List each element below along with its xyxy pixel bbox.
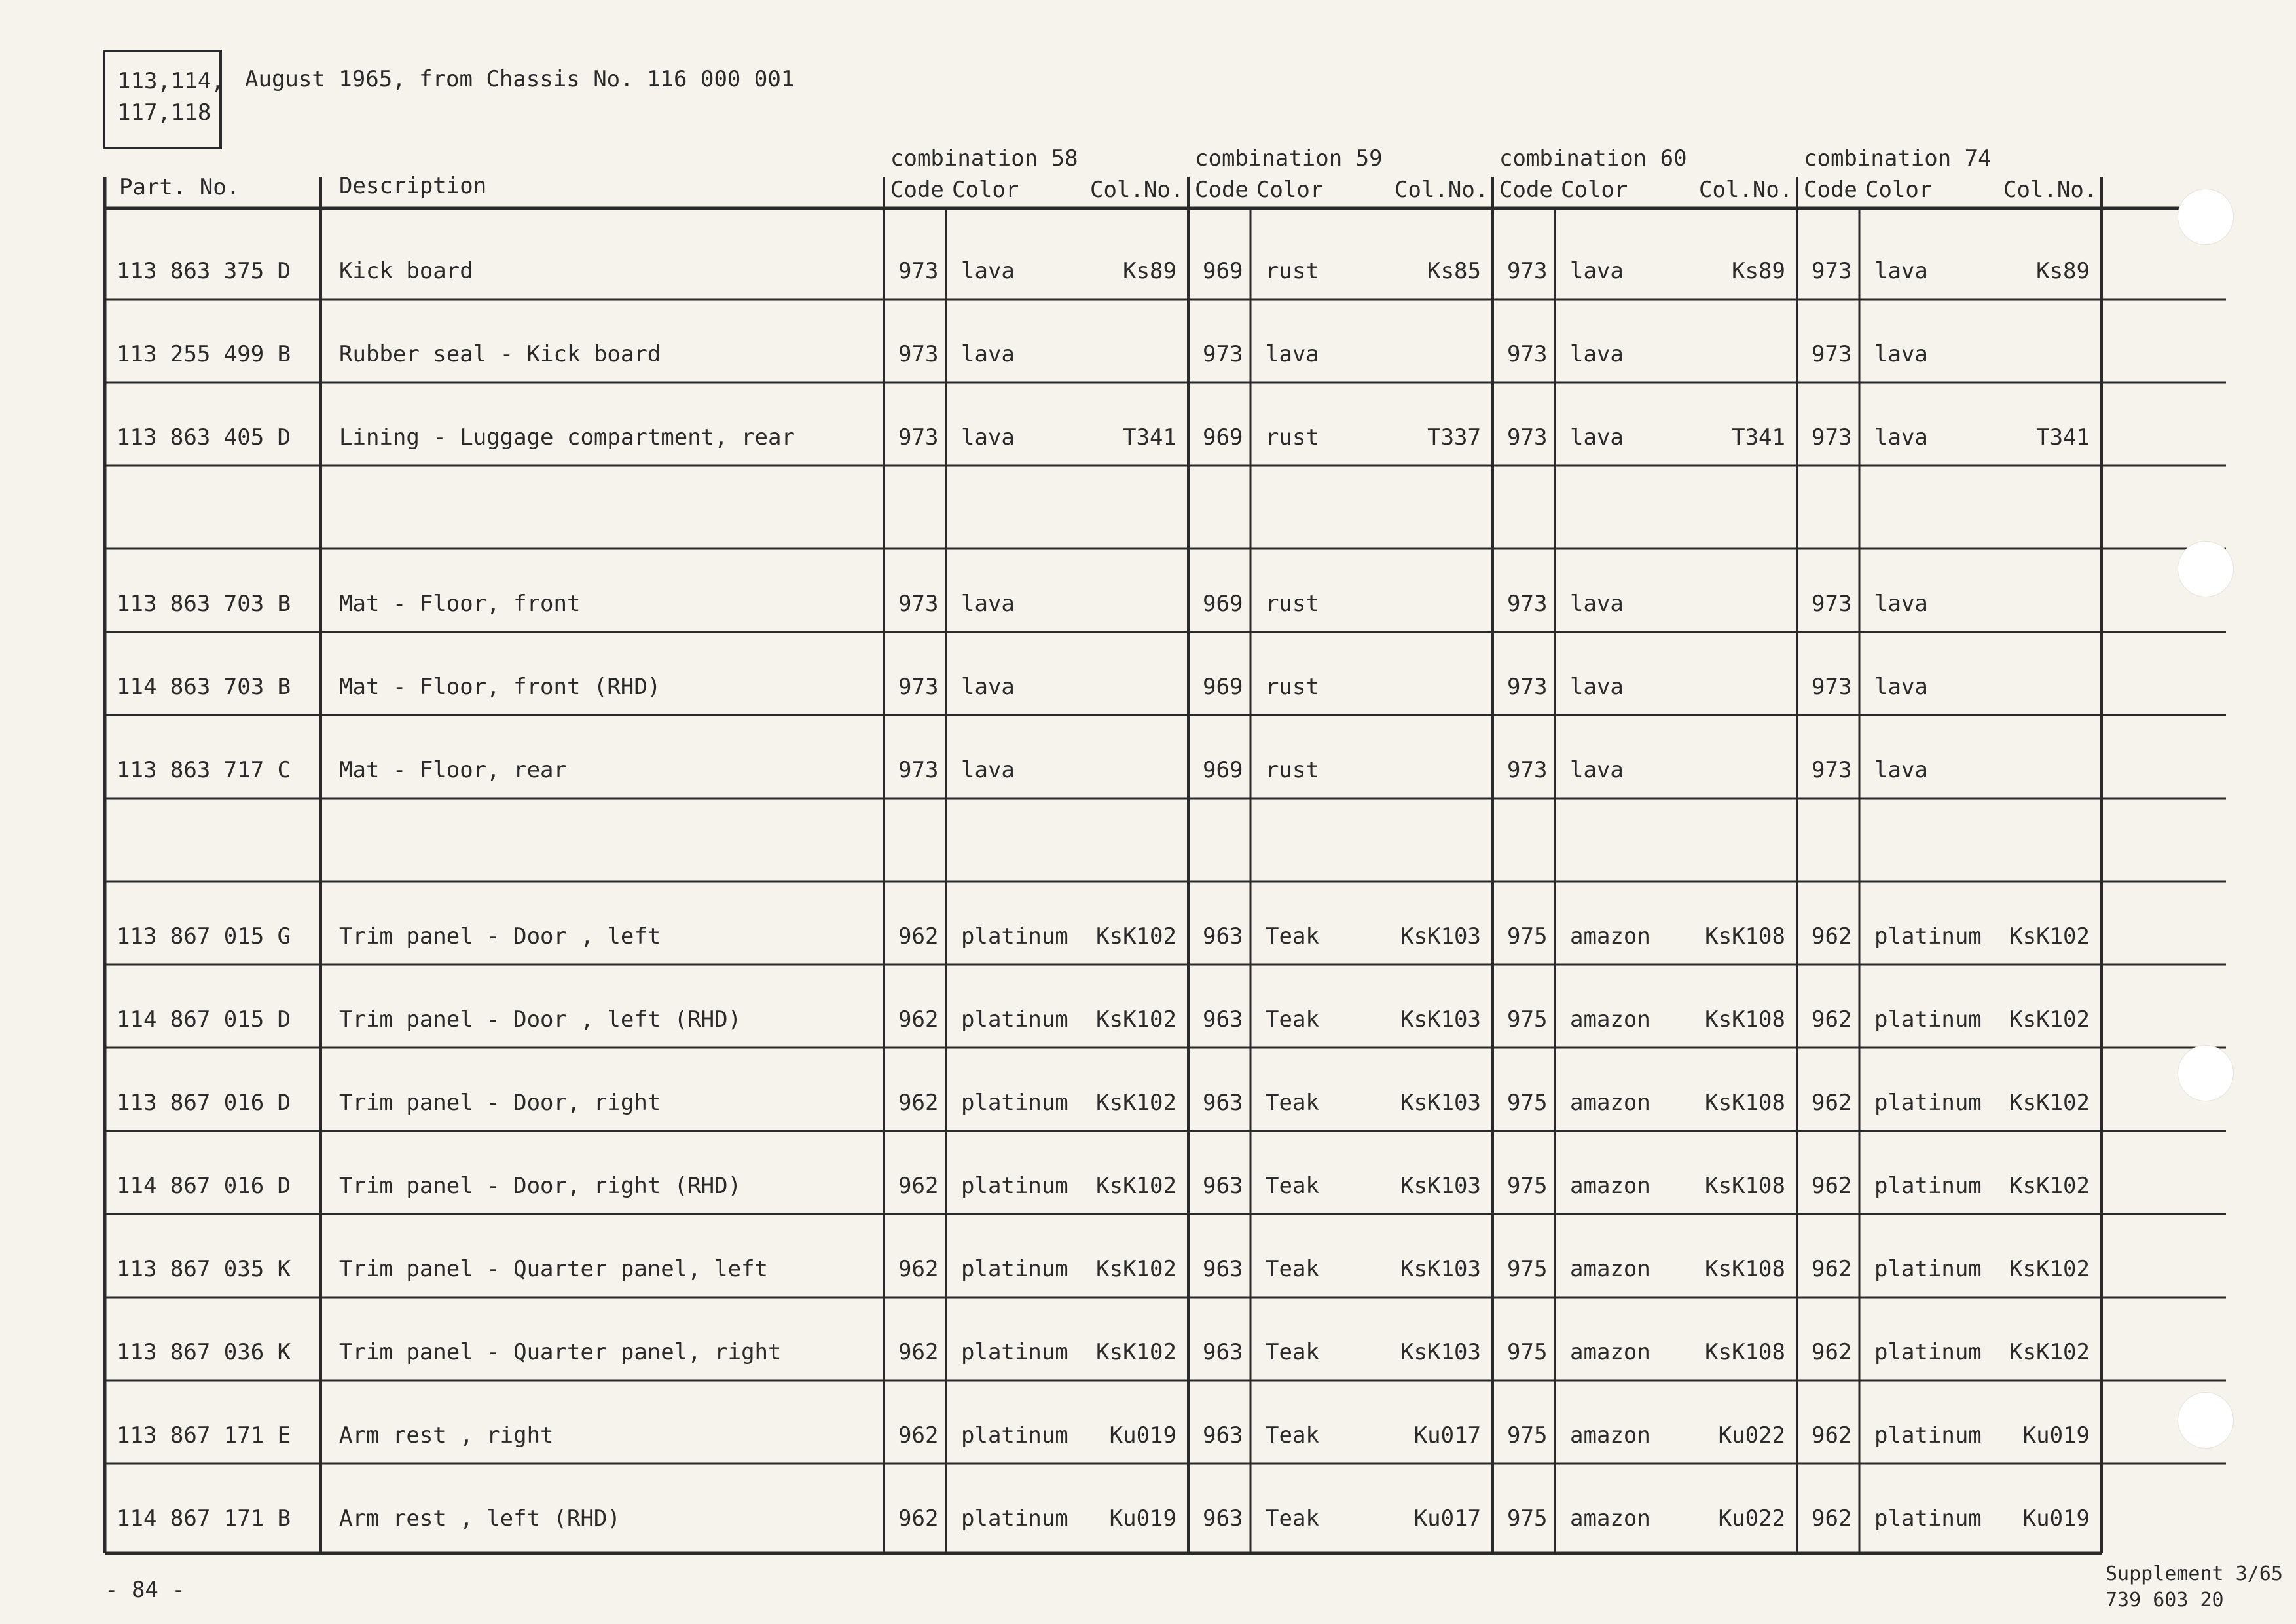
part-description: Trim panel - Door, right (RHD) — [339, 1173, 742, 1199]
color-number: T341 — [1732, 424, 1785, 451]
part-description: Arm rest , left (RHD) — [339, 1505, 621, 1532]
color-name: platinum — [1874, 1505, 1982, 1532]
color-number: KsK103 — [1400, 923, 1481, 950]
header-description: Description — [339, 173, 487, 199]
color-code: 962 — [898, 1339, 939, 1365]
color-number: KsK102 — [1096, 923, 1176, 950]
part-number: 113 863 717 C — [117, 757, 291, 783]
part-number: 113 867 016 D — [117, 1090, 291, 1116]
color-name: rust — [1266, 674, 1319, 700]
color-code: 963 — [1203, 1422, 1243, 1449]
model-line-1: 113,114, — [117, 68, 225, 94]
color-number: Ks89 — [1732, 258, 1785, 284]
color-name: rust — [1266, 591, 1319, 617]
part-number: 113 863 405 D — [117, 424, 291, 451]
color-name: lava — [961, 757, 1015, 783]
part-number: 113 863 375 D — [117, 258, 291, 284]
color-code: 973 — [898, 591, 939, 617]
page-number: - 84 - — [105, 1577, 185, 1603]
part-description: Trim panel - Door, right — [339, 1090, 661, 1116]
color-name: lava — [961, 341, 1015, 367]
color-number: KsK103 — [1400, 1090, 1481, 1116]
part-description: Trim panel - Quarter panel, left — [339, 1256, 769, 1282]
color-name: lava — [1874, 258, 1928, 284]
header-color: Color — [1865, 177, 1933, 203]
color-name: platinum — [961, 1422, 1068, 1449]
color-code: 962 — [1812, 1256, 1852, 1282]
color-number: T341 — [1123, 424, 1176, 451]
part-number: 113 867 035 K — [117, 1256, 291, 1282]
color-name: lava — [1570, 341, 1624, 367]
page-title: August 1965, from Chassis No. 116 000 001 — [245, 66, 795, 92]
color-code: 973 — [1507, 424, 1548, 451]
color-name: lava — [1570, 258, 1624, 284]
color-code: 973 — [1507, 591, 1548, 617]
part-number: 113 867 015 G — [117, 923, 291, 950]
color-number: KsK102 — [1096, 1339, 1176, 1365]
color-name: lava — [1570, 674, 1624, 700]
color-number: T341 — [2036, 424, 2090, 451]
color-code: 975 — [1507, 1006, 1548, 1033]
color-number: Ku019 — [1109, 1505, 1176, 1532]
color-number: Ku017 — [1413, 1505, 1481, 1532]
color-name: lava — [1874, 424, 1928, 451]
color-code: 975 — [1507, 1256, 1548, 1282]
color-code: 962 — [898, 1422, 939, 1449]
binder-hole — [2178, 1392, 2234, 1449]
color-number: Ks85 — [1427, 258, 1481, 284]
color-number: KsK102 — [1096, 1006, 1176, 1033]
color-code: 973 — [1812, 591, 1852, 617]
color-name: platinum — [961, 923, 1068, 950]
color-name: amazon — [1570, 1422, 1650, 1449]
color-name: rust — [1266, 757, 1319, 783]
color-name: Teak — [1266, 1339, 1319, 1365]
color-name: lava — [961, 258, 1015, 284]
combination-header: combination 74 — [1804, 145, 1992, 172]
color-number: Ku017 — [1413, 1422, 1481, 1449]
header-col-no: Col.No. — [1699, 177, 1793, 203]
color-code: 973 — [1812, 757, 1852, 783]
color-name: platinum — [1874, 1422, 1982, 1449]
part-number: 114 867 171 B — [117, 1505, 291, 1532]
color-name: Teak — [1266, 1505, 1319, 1532]
document-number: 739 603 20 — [2105, 1589, 2224, 1612]
color-code: 975 — [1507, 1505, 1548, 1532]
binder-hole — [2178, 1045, 2234, 1101]
part-number: 114 867 015 D — [117, 1006, 291, 1033]
color-number: KsK102 — [1096, 1173, 1176, 1199]
combination-header: combination 59 — [1195, 145, 1383, 172]
part-description: Trim panel - Door , left (RHD) — [339, 1006, 742, 1033]
color-name: rust — [1266, 258, 1319, 284]
color-code: 973 — [1812, 258, 1852, 284]
color-name: platinum — [961, 1173, 1068, 1199]
color-code: 963 — [1203, 1006, 1243, 1033]
part-number: 113 867 036 K — [117, 1339, 291, 1365]
color-name: platinum — [1874, 1173, 1982, 1199]
part-description: Mat - Floor, front (RHD) — [339, 674, 661, 700]
color-code: 962 — [898, 1505, 939, 1532]
color-number: Ku019 — [2022, 1505, 2090, 1532]
color-number: KsK102 — [2009, 923, 2090, 950]
part-number: 114 863 703 B — [117, 674, 291, 700]
color-number: KsK102 — [2009, 1339, 2090, 1365]
color-name: platinum — [961, 1006, 1068, 1033]
color-code: 962 — [1812, 1422, 1852, 1449]
part-description: Arm rest , right — [339, 1422, 554, 1449]
combination-header: combination 60 — [1499, 145, 1687, 172]
color-code: 963 — [1203, 1256, 1243, 1282]
color-number: KsK102 — [2009, 1090, 2090, 1116]
color-code: 963 — [1203, 1090, 1243, 1116]
header-col-no: Col.No. — [2003, 177, 2098, 203]
color-code: 973 — [1203, 341, 1243, 367]
color-code: 963 — [1203, 1173, 1243, 1199]
color-code: 963 — [1203, 1339, 1243, 1365]
color-number: KsK108 — [1705, 1006, 1785, 1033]
color-code: 962 — [1812, 1090, 1852, 1116]
color-name: rust — [1266, 424, 1319, 451]
color-name: lava — [1874, 341, 1928, 367]
binder-hole — [2178, 189, 2234, 245]
color-code: 962 — [1812, 923, 1852, 950]
color-name: platinum — [961, 1090, 1068, 1116]
color-number: Ku022 — [1718, 1505, 1785, 1532]
color-code: 962 — [898, 1256, 939, 1282]
color-code: 973 — [1507, 258, 1548, 284]
color-name: lava — [1874, 757, 1928, 783]
color-name: lava — [1570, 591, 1624, 617]
color-code: 969 — [1203, 674, 1243, 700]
header-color: Color — [1561, 177, 1628, 203]
color-name: platinum — [961, 1256, 1068, 1282]
color-name: lava — [961, 674, 1015, 700]
color-number: Ks89 — [1123, 258, 1176, 284]
part-number: 113 863 703 B — [117, 591, 291, 617]
color-name: lava — [1874, 674, 1928, 700]
color-code: 969 — [1203, 591, 1243, 617]
color-name: Teak — [1266, 1090, 1319, 1116]
color-name: Teak — [1266, 1006, 1319, 1033]
color-number: KsK108 — [1705, 1256, 1785, 1282]
color-number: KsK103 — [1400, 1173, 1481, 1199]
binder-hole — [2178, 541, 2234, 597]
color-name: amazon — [1570, 1173, 1650, 1199]
color-name: amazon — [1570, 1256, 1650, 1282]
color-name: lava — [1266, 341, 1319, 367]
color-code: 963 — [1203, 1505, 1243, 1532]
color-name: platinum — [1874, 1006, 1982, 1033]
color-code: 975 — [1507, 923, 1548, 950]
header-code: Code — [1499, 177, 1553, 203]
color-number: KsK103 — [1400, 1339, 1481, 1365]
color-code: 973 — [898, 341, 939, 367]
color-number: KsK103 — [1400, 1006, 1481, 1033]
color-code: 975 — [1507, 1339, 1548, 1365]
color-number: KsK103 — [1400, 1256, 1481, 1282]
supplement-label: Supplement 3/65 — [2105, 1562, 2283, 1585]
color-code: 969 — [1203, 424, 1243, 451]
color-name: lava — [961, 424, 1015, 451]
color-name: platinum — [1874, 1090, 1982, 1116]
color-number: KsK102 — [1096, 1256, 1176, 1282]
color-name: amazon — [1570, 923, 1650, 950]
color-code: 973 — [1812, 674, 1852, 700]
color-code: 962 — [898, 1090, 939, 1116]
part-description: Mat - Floor, front — [339, 591, 581, 617]
color-number: Ku019 — [2022, 1422, 2090, 1449]
color-name: Teak — [1266, 923, 1319, 950]
part-description: Mat - Floor, rear — [339, 757, 567, 783]
header-part-no: Part. No. — [119, 174, 240, 200]
color-code: 962 — [1812, 1173, 1852, 1199]
color-code: 963 — [1203, 923, 1243, 950]
color-number: T337 — [1427, 424, 1481, 451]
color-name: Teak — [1266, 1173, 1319, 1199]
color-name: platinum — [1874, 923, 1982, 950]
color-name: Teak — [1266, 1256, 1319, 1282]
color-code: 962 — [1812, 1505, 1852, 1532]
color-number: KsK108 — [1705, 923, 1785, 950]
color-code: 975 — [1507, 1173, 1548, 1199]
color-name: lava — [1570, 424, 1624, 451]
part-number: 113 255 499 B — [117, 341, 291, 367]
color-code: 973 — [898, 757, 939, 783]
color-name: amazon — [1570, 1006, 1650, 1033]
color-code: 975 — [1507, 1090, 1548, 1116]
color-code: 975 — [1507, 1422, 1548, 1449]
color-number: KsK108 — [1705, 1090, 1785, 1116]
color-name: platinum — [961, 1505, 1068, 1532]
color-name: amazon — [1570, 1090, 1650, 1116]
color-code: 962 — [1812, 1006, 1852, 1033]
color-number: KsK102 — [2009, 1173, 2090, 1199]
part-description: Lining - Luggage compartment, rear — [339, 424, 795, 451]
color-code: 962 — [898, 1173, 939, 1199]
header-col-no: Col.No. — [1394, 177, 1489, 203]
combination-header: combination 58 — [890, 145, 1078, 172]
color-name: amazon — [1570, 1339, 1650, 1365]
color-code: 973 — [1507, 757, 1548, 783]
color-number: KsK108 — [1705, 1339, 1785, 1365]
color-number: KsK102 — [1096, 1090, 1176, 1116]
color-number: KsK102 — [2009, 1256, 2090, 1282]
part-description: Trim panel - Door , left — [339, 923, 661, 950]
part-number: 114 867 016 D — [117, 1173, 291, 1199]
color-code: 973 — [898, 674, 939, 700]
color-name: Teak — [1266, 1422, 1319, 1449]
color-name: lava — [1874, 591, 1928, 617]
color-name: platinum — [961, 1339, 1068, 1365]
color-code: 962 — [1812, 1339, 1852, 1365]
color-number: Ks89 — [2036, 258, 2090, 284]
header-color: Color — [1256, 177, 1324, 203]
color-code: 973 — [1812, 424, 1852, 451]
color-number: Ku022 — [1718, 1422, 1785, 1449]
color-number: KsK108 — [1705, 1173, 1785, 1199]
color-name: platinum — [1874, 1256, 1982, 1282]
part-description: Kick board — [339, 258, 473, 284]
color-code: 969 — [1203, 258, 1243, 284]
model-line-2: 117,118 — [117, 100, 211, 126]
color-number: Ku019 — [1109, 1422, 1176, 1449]
header-color: Color — [952, 177, 1019, 203]
color-name: lava — [961, 591, 1015, 617]
color-code: 973 — [1507, 674, 1548, 700]
color-code: 973 — [898, 258, 939, 284]
part-description: Rubber seal - Kick board — [339, 341, 661, 367]
part-description: Trim panel - Quarter panel, right — [339, 1339, 782, 1365]
header-code: Code — [1195, 177, 1248, 203]
color-code: 962 — [898, 1006, 939, 1033]
color-name: platinum — [1874, 1339, 1982, 1365]
color-code: 973 — [898, 424, 939, 451]
header-code: Code — [890, 177, 944, 203]
header-code: Code — [1804, 177, 1857, 203]
color-code: 973 — [1507, 341, 1548, 367]
color-code: 969 — [1203, 757, 1243, 783]
header-col-no: Col.No. — [1090, 177, 1184, 203]
color-code: 962 — [898, 923, 939, 950]
color-code: 973 — [1812, 341, 1852, 367]
color-number: KsK102 — [2009, 1006, 2090, 1033]
part-number: 113 867 171 E — [117, 1422, 291, 1449]
color-name: amazon — [1570, 1505, 1650, 1532]
color-name: lava — [1570, 757, 1624, 783]
